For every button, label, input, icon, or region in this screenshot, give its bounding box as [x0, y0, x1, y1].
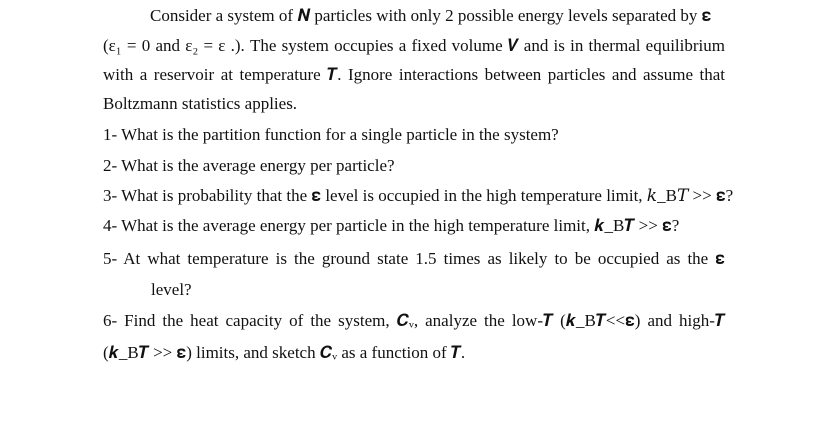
- document-page: Consider a system of 𝑵 particles with only 2 possible energy levels separated by 𝛆 (ε₁ = 0 and ε₂ = ε .). The system occupies a fixed volume 𝑽 and is in thermal equilibrium with a reservoir at temperature 𝑻. Ignore interactions between particles and assume that Boltzmann statistics applies. 1- What is the partition function for a single particle in the system? 2- What is the average energy per particle? 3- What is probability that the 𝛆 level is occupied in the high temperature limit, 𝑘_B𝑇 >> 𝛆? 4- What is the average energy per particle in the high temperature limit, 𝒌_B𝑻 >> 𝛆? 5- At what temperature is the ground state 1.5 times as likely to be occupied as the 𝛆 level? 6- Find the heat capacity of the system, 𝑪ᵥ, analyze the low-𝑻 (𝒌_B𝑻<<𝛆) and high-𝑻 (𝒌_B𝑻 >> 𝛆) limits, and sketch 𝑪ᵥ as a function of 𝑻.: [103, 6, 734, 362]
